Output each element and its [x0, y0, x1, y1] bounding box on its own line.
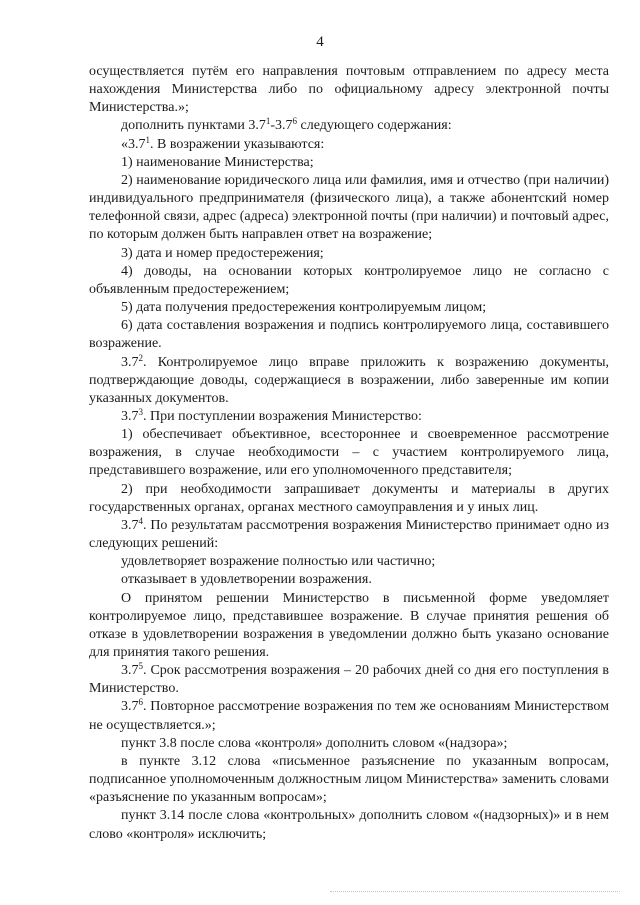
paragraph: [89, 571, 609, 589]
paragraph: [89, 136, 609, 154]
superscript: 6: [292, 116, 298, 127]
page-number: 4: [316, 34, 324, 50]
paragraph-text: 2) наименование юридического лица или фамилия, имя и отчество (при наличии) индивидуального предпринимателя (физического лица), а также абонентский номер телефонной связи, адрес (адреса) электронной почты (при наличии) и почтовый адрес, по которым должен быть направлен ответ на возражение;: [89, 172, 609, 243]
paragraph: [89, 517, 609, 553]
superscript: 1: [145, 134, 150, 145]
paragraph-text: «3.7: [121, 136, 146, 152]
paragraph: [89, 662, 609, 698]
paragraph: [89, 590, 609, 663]
paragraph-text: 3.7: [121, 699, 139, 715]
scan-artifact-line: [330, 891, 620, 896]
paragraph: [89, 408, 609, 426]
paragraph-text: . Срок рассмотрения возражения – 20 рабочих дней со дня его поступления в Министерство.: [89, 663, 609, 697]
paragraph-text: 5) дата получения предостережения контролируемым лицом;: [121, 300, 487, 316]
paragraph-text: осуществляется путём его направления почтовым отправлением по адресу места нахождения Министерства либо по официальному адресу электронной почты Министерства.»;: [89, 64, 609, 116]
superscript: 3: [138, 406, 143, 417]
paragraph: [89, 317, 609, 353]
paragraph-text: 3.7: [121, 354, 139, 370]
paragraph-text: 3.7: [121, 663, 139, 679]
paragraph-text: . При поступлении возражения Министерство:: [143, 408, 422, 424]
paragraph: [89, 553, 609, 571]
paragraph-text: отказывает в удовлетворении возражения.: [121, 572, 372, 588]
paragraph-text: пункт 3.8 после слова «контроля» дополнить словом «(надзора»;: [121, 735, 508, 751]
paragraph: [89, 154, 609, 172]
paragraph: [89, 481, 609, 517]
paragraph-text: 3) дата и номер предостережения;: [121, 245, 324, 261]
paragraph-text: 3.7: [121, 517, 139, 533]
paragraph: [89, 426, 609, 480]
paragraph-text: 3.7: [121, 408, 139, 424]
paragraph: [89, 117, 609, 135]
paragraph-text: 4) доводы, на основании которых контролируемое лицо не согласно с объявленным предостережением;: [89, 263, 609, 297]
paragraph: [89, 735, 609, 753]
paragraph: [89, 299, 609, 317]
superscript: 1: [265, 116, 271, 127]
paragraph: [89, 263, 609, 299]
paragraph-text: О принятом решении Министерство в письменной форме уведомляет контролируемое лицо, представившее возражение. В случае принятия решения об отказе в удовлетворении возражения в уведомлении должно быть указано основание для принятия такого решения.: [89, 590, 609, 660]
document-body: [89, 63, 609, 844]
superscript: 4: [138, 515, 143, 526]
paragraph-text: . Повторное рассмотрение возражения по тем же основаниям Министерством не осуществляется.»;: [89, 699, 609, 733]
paragraph-text: -3.7: [270, 118, 293, 134]
paragraph: [89, 807, 609, 843]
paragraph-text: . По результатам рассмотрения возражения Министерство принимает одно из следующих решений:: [89, 517, 609, 552]
superscript: 5: [138, 661, 143, 672]
superscript: 2: [138, 352, 143, 363]
paragraph-text: 1) обеспечивает объективное, всестороннее и своевременное рассмотрение возражения, в случае необходимости – с участием контролируемого лица, представившего возражение, или его уполномоченного представителя;: [89, 427, 609, 479]
superscript: 6: [138, 697, 143, 708]
paragraph: [89, 63, 609, 117]
paragraph-text: пункт 3.14 после слова «контрольных» дополнить словом «(надзорных)» и в нем слово «контроля» исключить;: [89, 808, 609, 842]
paragraph-text: следующего содержания:: [297, 118, 452, 134]
paragraph-text: удовлетворяет возражение полностью или частично;: [121, 554, 436, 570]
paragraph: [89, 753, 609, 807]
paragraph: [89, 354, 609, 408]
paragraph: [89, 698, 609, 734]
paragraph-text: в пункте 3.12 слова «письменное разъяснение по указанным вопросам, подписанное уполномоченным должностным лицом Министерства» заменить словами «разъяснение по указанным вопросам»;: [89, 753, 609, 806]
paragraph-text: 1) наименование Министерства;: [121, 154, 314, 170]
paragraph: [89, 245, 609, 263]
paragraph: [89, 172, 609, 245]
paragraph-text: дополнить пунктами 3.7: [121, 118, 266, 134]
paragraph-text: . Контролируемое лицо вправе приложить к возражению документы, подтверждающие доводы, содержащиеся в возражении, либо заверенные им копии указанных документов.: [89, 354, 609, 406]
paragraph-text: 6) дата составления возражения и подпись контролируемого лица, составившего возражение.: [89, 318, 609, 352]
paragraph-text: . В возражении указываются:: [150, 136, 325, 152]
paragraph-text: 2) при необходимости запрашивает документы и материалы в других государственных органах, органах местного самоуправления и у иных лиц.: [89, 481, 609, 515]
